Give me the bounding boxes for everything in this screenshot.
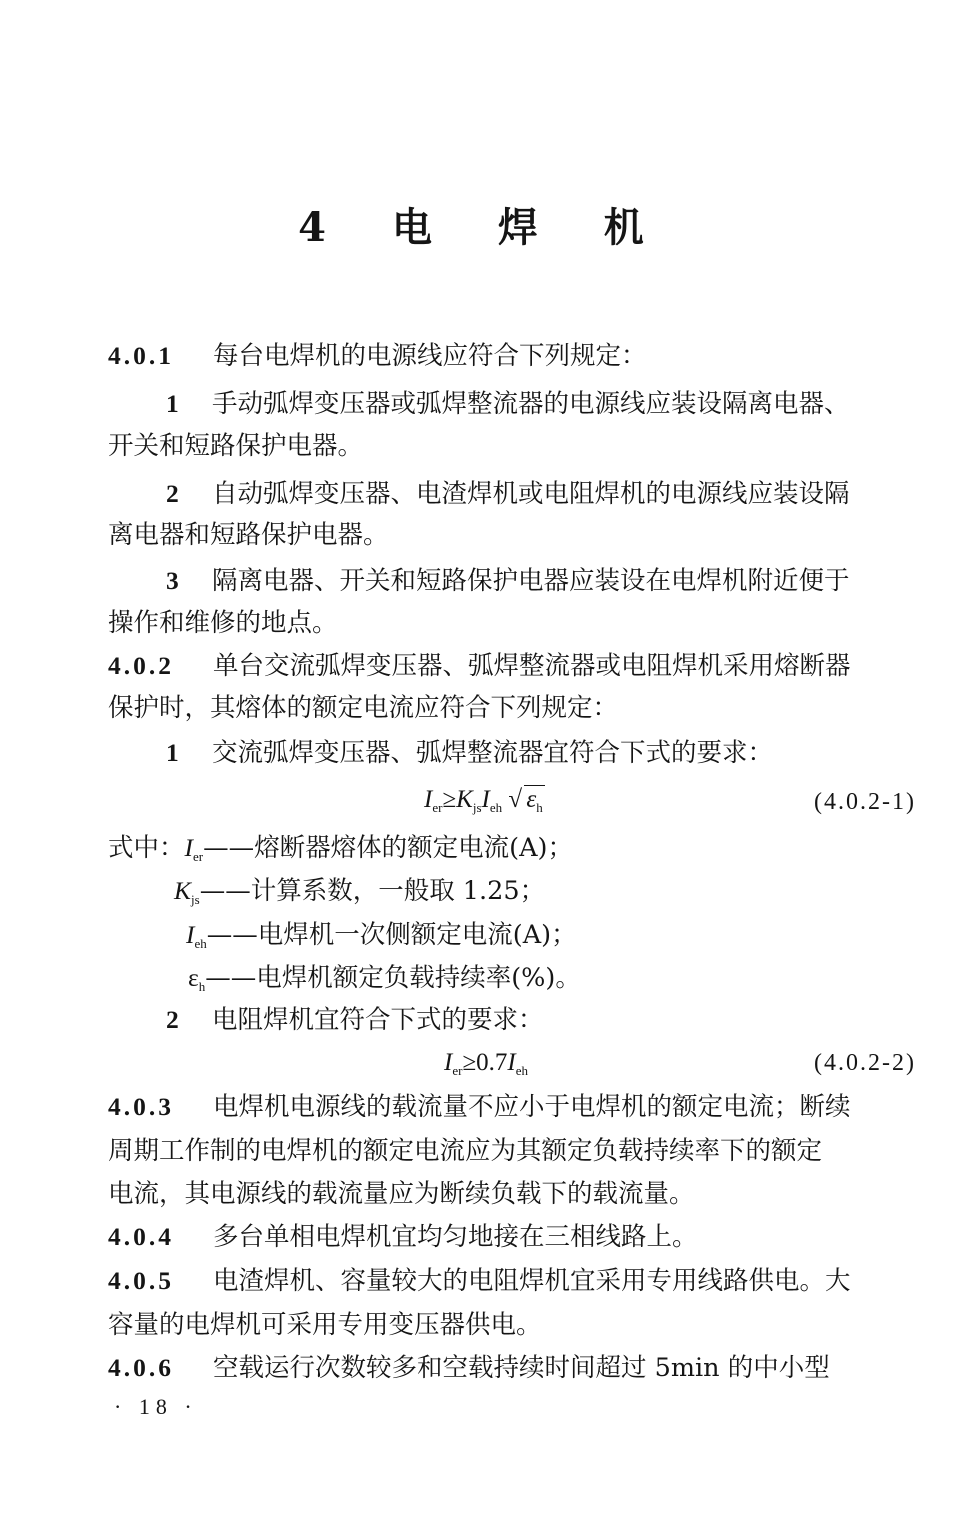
formula-4-0-2-1 <box>424 782 545 826</box>
formula-subscript: er <box>432 800 443 815</box>
clause-text: 电焊机电源线的载流量不应小于电焊机的额定电流；断续 <box>213 1092 851 1122</box>
item-text: 自动弧焊变压器、电渣焊机或电阻焊机的电源线应装设隔 <box>212 479 850 509</box>
clause-text: 单台交流弧焊变压器、弧焊整流器或电阻焊机采用熔断器 <box>213 651 851 681</box>
symbol-subscript: er <box>193 849 204 864</box>
clause-4-0-3-line-2: 周期工作制的电焊机的额定电流应为其额定负载持续率下的额定 <box>108 1136 823 1166</box>
symbol-letter: ε <box>188 963 199 992</box>
clause-number: 4.0.1 <box>108 341 174 370</box>
clause-text: 每台电焊机的电源线应符合下列规定： <box>213 341 647 371</box>
formula-subscript: er <box>452 1063 463 1078</box>
item-2-formula-intro <box>166 1002 544 1038</box>
item-text: 隔离电器、开关和短路保护电器应装设在电焊机附近便于 <box>212 566 850 596</box>
clause-number: 4.0.4 <box>108 1222 174 1251</box>
clause-4-0-2-line-2: 保护时，其熔体的额定电流应符合下列规定： <box>108 693 619 723</box>
definition-text: ——电焊机额定负载持续率(%)。 <box>205 963 581 993</box>
symbol-letter: I <box>184 833 194 862</box>
clause-number: 4.0.3 <box>108 1092 174 1121</box>
definition-text: ——计算系数，一般取 1.25； <box>199 876 546 906</box>
chapter-title: 电 焊 机 <box>391 204 670 251</box>
clause-text: 电渣焊机、容量较大的电阻焊机宜采用专用线路供电。大 <box>213 1266 851 1296</box>
formula-subscript: h <box>536 800 543 815</box>
item-number: 2 <box>166 1005 179 1034</box>
clause-4-0-3 <box>108 1089 851 1125</box>
clause-4-0-5-line-2: 容量的电焊机可采用专用变压器供电。 <box>108 1310 542 1340</box>
formula-operator: ≥ <box>442 786 457 813</box>
clause-number: 4.0.5 <box>108 1266 174 1295</box>
definition-row-2 <box>174 873 545 918</box>
item-3-line-1 <box>166 563 850 599</box>
definition-text: ——熔断器熔体的额定电流(A)； <box>203 833 573 863</box>
chapter-heading <box>0 196 968 253</box>
definition-symbol <box>188 963 205 992</box>
radicand <box>524 785 544 822</box>
clause-4-0-1 <box>108 338 647 374</box>
equation-number-1: (4.0.2-1) <box>814 789 916 815</box>
formula-symbol: K <box>456 786 473 813</box>
definition-row-4 <box>188 960 581 1005</box>
definition-text: ——电焊机一次侧额定电流(A)； <box>206 920 577 950</box>
formula-subscript: js <box>472 800 482 815</box>
definition-symbol <box>174 876 200 905</box>
clause-4-0-4 <box>108 1219 698 1255</box>
symbol-subscript: h <box>198 979 206 994</box>
formula-operator: ≥0.7 <box>462 1049 508 1076</box>
item-3-line-2: 操作和维修的地点。 <box>108 608 338 638</box>
where-label: 式中： <box>108 833 185 863</box>
formula-symbol: I <box>507 1049 516 1076</box>
item-number: 3 <box>166 566 179 595</box>
clause-4-0-5 <box>108 1263 851 1299</box>
radical-sign: √ <box>508 786 523 813</box>
definition-symbol <box>186 920 207 949</box>
item-text: 交流弧焊变压器、弧焊整流器宜符合下式的要求： <box>212 738 774 768</box>
clause-4-0-2 <box>108 648 851 684</box>
item-number: 2 <box>166 479 179 508</box>
square-root <box>508 782 544 822</box>
item-2-line-2: 离电器和短路保护电器。 <box>108 520 389 550</box>
symbol-subscript: js <box>191 892 200 907</box>
clause-text: 空载运行次数较多和空载持续时间超过 5min 的中小型 <box>213 1353 830 1383</box>
symbol-subscript: eh <box>194 936 207 951</box>
item-1-line-1 <box>166 386 850 422</box>
chapter-number: 4 <box>298 204 353 251</box>
clause-number: 4.0.2 <box>108 651 174 680</box>
formula-symbol: I <box>444 1049 453 1076</box>
item-2-line-1 <box>166 476 850 512</box>
formula-symbol: I <box>481 786 490 813</box>
item-1-formula-intro <box>166 735 773 771</box>
equation-number-2: (4.0.2-2) <box>814 1050 916 1076</box>
clause-text: 多台单相电焊机宜均匀地接在三相线路上。 <box>213 1222 698 1252</box>
definition-row-3 <box>186 917 577 962</box>
item-text: 电阻焊机宜符合下式的要求： <box>212 1005 544 1035</box>
item-text: 手动弧焊变压器或弧焊整流器的电源线应装设隔离电器、 <box>212 389 850 419</box>
clause-4-0-6 <box>108 1350 830 1386</box>
clause-4-0-3-line-3: 电流，其电源线的载流量应为断续负载下的载流量。 <box>108 1179 695 1209</box>
item-1-line-2: 开关和短路保护电器。 <box>108 431 364 461</box>
clause-number: 4.0.6 <box>108 1353 174 1382</box>
definition-row-1 <box>108 830 573 875</box>
formula-subscript: eh <box>489 800 503 815</box>
page-number: · 18 · <box>114 1394 198 1419</box>
formula-symbol: I <box>424 786 433 813</box>
formula-symbol: ε <box>526 786 537 813</box>
formula-subscript: eh <box>515 1063 529 1078</box>
symbol-letter: I <box>186 920 195 949</box>
item-number: 1 <box>166 389 179 418</box>
symbol-letter: K <box>174 876 192 905</box>
item-number: 1 <box>166 738 179 767</box>
formula-4-0-2-2 <box>444 1045 528 1089</box>
definition-symbol <box>185 833 204 862</box>
